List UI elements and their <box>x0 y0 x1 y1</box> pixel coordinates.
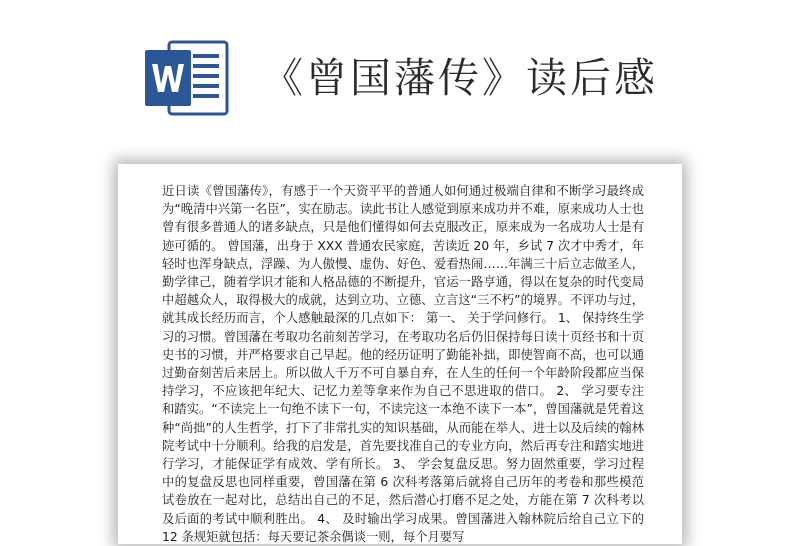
document-page <box>118 164 682 544</box>
document-title: 《曾国藩传》读后感 <box>262 54 658 102</box>
document-body-text: 近日读《曾国藩传》，有感于一个天资平平的普通人如何通过极端自律和不断学习最终成为“晚清中兴第一名臣”，实在励志。读此书让人感觉到原来成功并不难，原来成功人士也曾有很多普通人的诸多缺点，只是他们懂得如何去克服改正，原来成为一名成功人士是有迹可循的。 曾国藩，出身于 XXX 普通农民家庭，苦读近 20 年，乡试 7 次才中秀才，年轻时也浑身缺点，浮躁、为人傲慢、虚伪、好色、爱看热闹……年满三十后立志做圣人，勤学律己，随着学识才能和人格品德的不断提升，官运一路亨通，得以在复杂的时代变局中超越众人，取得极大的成就，达到立功、立德、立言这“三不朽”的境界。不评功与过，就其成长经历而言，个人感触最深的几点如下： 第一、 关于学问修行。 1、 保持终生学习的习惯。曾国藩在考取功名前刻苦学习，在考取功名后仍旧保持每日读十页经书和十页史书的习惯，并严格要求自己早起。他的经历证明了勤能补拙，即使智商不高，也可以通过勤奋刻苦后来居上。所以做人千万不可自暴自弃，在人生的任何一个年龄阶段都应当保持学习，不应该把年纪大、记忆力差等拿来作为自己不思进取的借口。 2、 学习要专注和踏实。“不读完上一句绝不读下一句，不读完这一本绝不读下一本”，曾国藩就是凭着这种“尚拙”的人生哲学，打下了非常扎实的知识基础，从而能在举人、进士以及后续的翰林院考试中十分顺利。给我的启发是，首先要找准自己的专业方向，然后再专注和踏实地进行学习，才能保证学有成效、学有所长。 3、 学会复盘反思。努力固然重要，学习过程中的复盘反思也同样重要，曾国藩在第 6 次科考落第后就将自己历年的考卷和那些模范试卷放在一起对比，总结出自己的不足，然后潜心打磨不足之处，方能在第 7 次科考以及后面的考试中顺利胜出。 4、 及时输出学习成果。曾国藩进入翰林院后给自己立下的 12 条规矩就包括：每天要记茶余偶谈一则，每个月要写 <box>162 184 644 544</box>
word-icon <box>143 38 231 118</box>
header <box>0 0 800 160</box>
